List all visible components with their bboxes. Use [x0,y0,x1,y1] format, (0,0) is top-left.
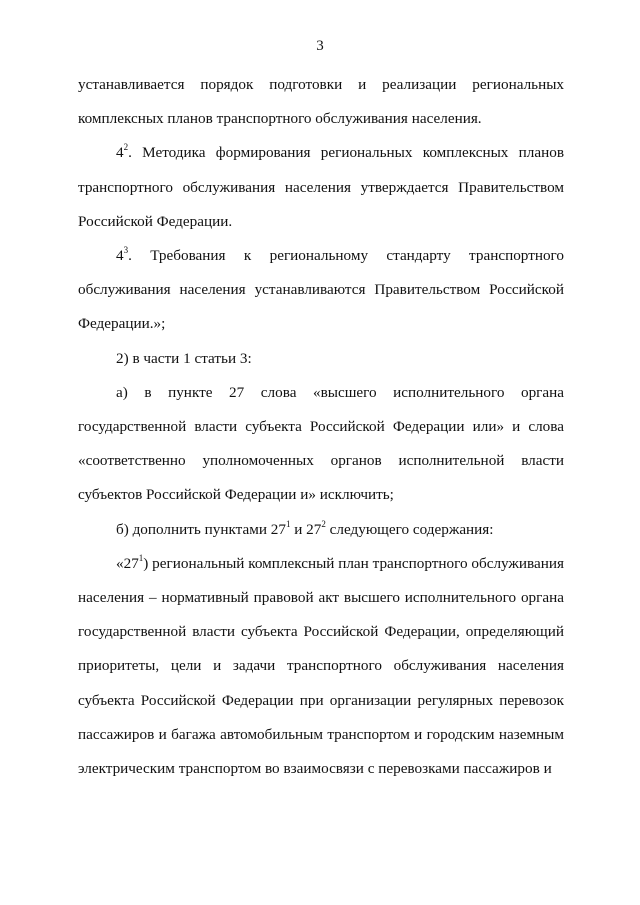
paragraph-5: а) в пункте 27 слова «высшего исполнительного органа государственной власти субъекта Российской Федерации или» и слова «соответственно уполномоченных органов исполнительной власти субъектов Российской Федерации и» исключить; [78,383,564,504]
paragraph-1: устанавливается порядок подготовки и реализации региональных комплексных планов транспортного обслуживания населения. [78,76,564,128]
superscript: 1 [138,552,144,563]
paragraph-7-text-b: ) региональный комплексный план транспортного обслуживания населения – нормативный правовой акт высшего исполнительного органа государственной власти субъекта Российской Федерации, определяющий приоритеты, цели и задачи транспортного обслуживания населения субъекта Российской Федерации при организации регулярных перевозок пассажиров и багажа автомобильным транспортом и городским наземным электрическим транспортом во взаимосвязи с перевозками пассажиров и [78,554,564,778]
paragraph-6 [78,513,564,547]
paragraph-7 [78,547,564,786]
page-number: 3 [316,38,324,54]
superscript: 2 [321,518,326,529]
paragraph-6-text-a: б) дополнить пунктами 27 [116,520,286,538]
clause-superscript: 3 [123,244,129,255]
clause-superscript: 2 [123,142,129,153]
paragraph-3 [78,239,564,342]
paragraph-7-text-a: «27 [116,554,139,572]
paragraph-3-text: . Требования к региональному стандарту транспортного обслуживания населения устанавливаются Правительством Российской Федерации.»; [78,247,564,333]
paragraph-6-text-b: и 27 [290,520,322,538]
document-body [78,68,564,786]
paragraph-2-text: . Методика формирования региональных комплексных планов транспортного обслуживания населения утверждается Правительством Российской Федерации. [78,144,564,230]
clause-number: 4 [116,247,124,265]
paragraph-6-text-c: следующего содержания: [325,520,494,538]
paragraph-4: 2) в части 1 статьи 3: [116,349,252,367]
superscript: 1 [285,518,291,529]
clause-number: 4 [116,144,124,162]
paragraph-2 [78,136,564,239]
